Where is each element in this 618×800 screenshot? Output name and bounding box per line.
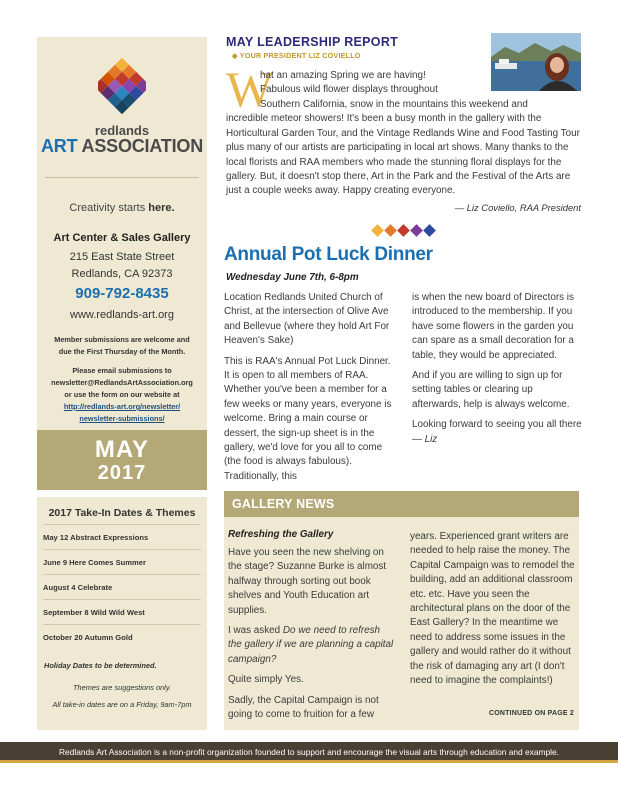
potluck-paragraph: And if you are willing to sign up for setting tables or clearing up afterwards, help is always welcome. (412, 370, 570, 410)
logo-wordmark (37, 136, 207, 157)
takein-item: September 8 Wild Wild West (43, 599, 201, 624)
question-lead: I was asked (228, 625, 283, 637)
email-note-3: or use the form on our website at (64, 390, 180, 399)
potluck-location: Location Redlands United Church of Christ, at the intersection of Olive Ave and Bellevue (where they hold Art For Heaven's Sake) (224, 292, 390, 347)
tagline (37, 202, 207, 214)
email-address[interactable]: newsletter@RedlandsArtAssociation.org (51, 378, 193, 387)
takein-item: June 9 Here Comes Summer (43, 549, 201, 574)
gallery-news-paragraph: Have you seen the new shelving on the stage? Suzanne Burke is almost halfway through sorting out book shelves and Youth Education art supplies. (228, 547, 387, 616)
takein-item: May 12 Abstract Expressions (43, 524, 201, 549)
potluck-closing-name: Liz (424, 433, 438, 445)
themes-note: Themes are suggestions only. (72, 683, 172, 692)
tagline-text: Creativity starts (69, 202, 149, 214)
potluck-date: Wednesday June 7th, 6-8pm (226, 272, 359, 283)
gallery-news-section (224, 491, 579, 730)
sidebar (37, 37, 207, 430)
gallery-news-paragraph: Quite simply Yes. (228, 674, 304, 686)
submission-note-2: due the First Thursday of the Month. (58, 347, 186, 356)
dropcap: W (226, 61, 274, 117)
phone-number[interactable]: 909-792-8435 (75, 285, 169, 302)
potluck-closing (412, 418, 584, 447)
sidebar-divider (45, 177, 199, 178)
leadership-line: Southern California, snow in the mountains this weekend and (260, 99, 528, 110)
potluck-paragraph: is when the new board of Directors is introduced to the membership. If you have some flowers in the garden you can spare as a small decoration for a table, they would be appreciated. (412, 292, 574, 361)
submission-link-2[interactable]: newsletter-submissions/ (79, 414, 165, 423)
street-address: 215 East State Street (69, 251, 175, 263)
diamond-divider-icon (370, 223, 440, 239)
tagline-emphasis: here. (148, 202, 175, 214)
gallery-news-paragraph: Sadly, the Capital Campaign is not going to come to fruition for a few (228, 694, 379, 721)
potluck-paragraph: This is RAA's Annual Pot Luck Dinner. It is open to all members of RAA. Whether you've been a member for a few weeks or many years, everyone is welcome. Bring a main course or dessert, the sign-up sheet is in the gallery, we'd love for you all to come (the food is always fabulous). Traditionally, this (224, 355, 392, 482)
leadership-byline: ◆ YOUR PRESIDENT LIZ COVIELLO (232, 51, 361, 60)
leadership-line: Fabulous wild flower displays throughout (260, 84, 438, 96)
submission-note-1: Member submissions are welcome and (54, 335, 190, 344)
gallery-news-column-2 (410, 530, 576, 694)
takein-item: October 20 Autumn Gold (43, 624, 201, 649)
gallery-news-question (228, 624, 396, 667)
takein-list (43, 524, 201, 649)
email-note-1: Please email submissions to (72, 366, 172, 375)
leadership-intro (260, 69, 490, 98)
gallery-news-column-1 (228, 546, 396, 728)
logo-word-association: ASSOCIATION (81, 136, 204, 156)
footer-bar (0, 742, 618, 763)
potluck-closing-text: Looking forward to seeing you all there — (412, 419, 582, 445)
website-link[interactable]: www.redlands-art.org (70, 309, 174, 321)
raa-logo-icon (98, 57, 146, 115)
takein-item: August 4 Celebrate (43, 574, 201, 599)
question-text: Do we need to refresh the gallery if we are planning a capital campaign? (228, 625, 394, 665)
submission-link-1[interactable]: http://redlands-art.org/newsletter/ (63, 402, 181, 411)
issue-date-box (37, 430, 207, 490)
continued-link[interactable]: CONTINUED ON PAGE 2 (489, 710, 574, 717)
footer-text: Redlands Art Association is a non-profit organization founded to support and encourage the visual arts through education and example. (58, 747, 560, 757)
potluck-column-1 (224, 291, 396, 490)
leadership-paragraph: incredible meteor showers! It's been a busy month in the gallery with the Horticultural Garden Tour, and the Vintage Redlands Wine and Food Tasting Tour plus many of our artists are participating in local art shows. Many thanks to the local florists and RAA members who made the stunning floral displays for the gallery. But, it doesn't stop there, Art in the Park and the Festival of the Arts are just a couple weeks away. Happy creating everyone. (226, 113, 580, 197)
gallery-news-subtitle: Refreshing the Gallery (228, 529, 334, 540)
city-address: Redlands, CA 92373 (71, 268, 173, 280)
gallery-news-title: GALLERY NEWS (232, 497, 335, 511)
president-photo (491, 33, 581, 91)
potluck-column-2 (412, 291, 584, 453)
logo-wordmark-small: redlands (94, 123, 150, 138)
takein-hours-note: All take-in dates are on a Friday, 9am-7pm (52, 700, 192, 709)
issue-year: 2017 (97, 462, 147, 484)
gallery-title: Art Center & Sales Gallery (53, 232, 191, 244)
takein-dates-panel (37, 497, 207, 730)
leadership-title: MAY LEADERSHIP REPORT (226, 35, 399, 49)
leadership-line: hat an amazing Spring we are having! (260, 70, 426, 81)
leadership-signature: — Liz Coviello, RAA President (454, 202, 581, 213)
gallery-news-paragraph: years. Experienced grant writers are needed to help raise the money. The Capital Campaign was to remodel the building, add an additional classroom etc. etc. Have you seen the architectural plans on the door of the East Gallery? In the meantime we need to address some issues in the gallery and would rather do it without the risk of damaging any art (I don't need to imagine the complaints!) (410, 531, 575, 687)
holiday-note: Holiday Dates to be determined. (44, 661, 157, 670)
leadership-body (226, 98, 584, 199)
logo-word-art: ART (40, 136, 78, 156)
issue-month: MAY (94, 436, 150, 463)
takein-title: 2017 Take-In Dates & Themes (48, 507, 196, 519)
potluck-title: Annual Pot Luck Dinner (224, 244, 433, 265)
gallery-news-header (224, 491, 579, 517)
